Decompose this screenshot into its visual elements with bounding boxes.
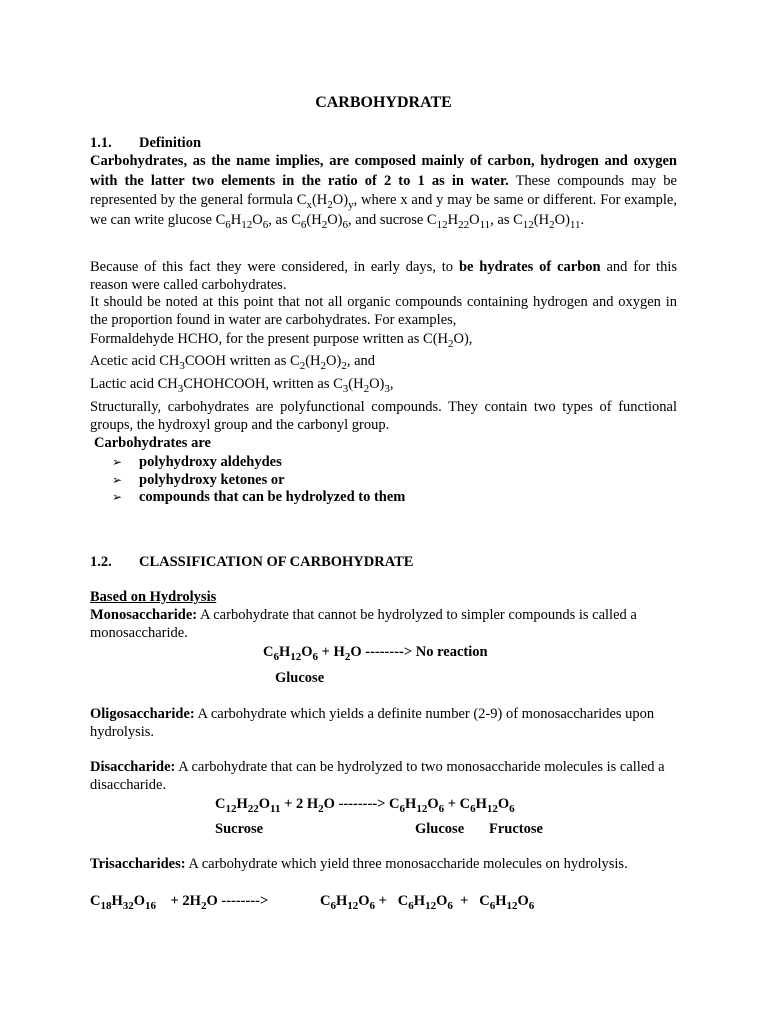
- monosaccharide-equation: $C_6H_{12}O_6 + H_2O$ --------> No reaction: [263, 644, 488, 663]
- document-title: CARBOHYDRATE: [315, 94, 452, 111]
- subheading-hydrolysis: Based on Hydrolysis: [90, 589, 217, 605]
- sucrose-label: Sucrose: [215, 821, 264, 837]
- list-item: ➢ polyhydroxy ketones or: [112, 471, 285, 488]
- acetic-acid-line: Acetic acid $CH_3COOH$ written as $C_2(H_2O)_2$, and: [90, 353, 375, 372]
- list-item: ➢ compounds that can be hydrolyzed to them: [112, 489, 406, 505]
- lactic-acid-line: Lactic acid $CH_3CHOHCOOH$, written as $C_3(H_2O)_3$,: [90, 376, 394, 395]
- structural-paragraph: Structurally, carbohydrates are polyfunctional compounds. They contain two types of functional groups, the hydroxyl group and the carbonyl group.: [90, 399, 677, 433]
- oligosaccharide-paragraph: Oligosaccharide: A carbohydrate which yields a definite number (2-9) of monosaccharides upon hydrolysis.: [90, 706, 655, 740]
- section-number: 1.2.: [90, 554, 112, 570]
- fructose-label: Fructose: [489, 821, 543, 837]
- trisaccharide-equation-reactants: $C_{18}H_{32}O_{16}$ + $2H_2O$ -------->: [90, 893, 269, 912]
- list-item: ➢ polyhydroxy aldehydes: [112, 454, 282, 470]
- glucose-label: Glucose: [415, 821, 465, 837]
- arrow-bullet-icon: ➢: [112, 490, 123, 504]
- monosaccharide-paragraph: Monosaccharide: A carbohydrate that cannot be hydrolyzed to simpler compounds is called a monosaccharide.: [90, 607, 637, 641]
- section-title: CLASSIFICATION OF CARBOHYDRATE: [139, 554, 414, 570]
- definition-paragraph: Carbohydrates, as the name implies, are composed mainly of carbon, hydrogen and oxygen with the latter two elements in the ratio of 2 to 1 as in water. These compounds may be represented by the general formula $C_x(H_2O)_y$, where x and y may be same or different. For example, we can write glucose $C_6H_{12}O_6$, as $C_6(H_2O)_6$, and sucrose $C_{12}H_{22}O_{11}$, as $C_{12}(H_2O)_{11}$.: [90, 153, 677, 231]
- carbohydrate-types-list: [112, 453, 405, 506]
- formaldehyde-line: Formaldehyde HCHO, for the present purpose written as $C(H_2O)$,: [90, 331, 473, 350]
- hydrates-paragraph: Because of this fact they were considered, in early days, to be hydrates of carbon and for this reason were called carbohydrates.: [90, 259, 677, 293]
- arrow-bullet-icon: ➢: [112, 455, 123, 469]
- disaccharide-equation: $C_{12}H_{22}O_{11} + 2$ $H_2O$ --------> $C_6H_{12}O_6 + C_6H_{12}O_6$: [215, 796, 515, 815]
- glucose-label: Glucose: [275, 670, 325, 686]
- section-heading-classification: [90, 553, 413, 571]
- disaccharide-paragraph: Disaccharide: A carbohydrate that can be hydrolyzed to two monosaccharide molecules is called a disaccharide.: [90, 759, 665, 793]
- arrow-bullet-icon: ➢: [112, 472, 123, 487]
- section-heading-definition: [90, 134, 201, 152]
- definition-bold: Carbohydrates, as the name implies, are composed mainly of carbon, hydrogen and oxygen with the latter two elements in the ratio of 2 to 1 as in water.: [90, 153, 677, 189]
- section-title: Definition: [139, 135, 202, 151]
- trisaccharide-equation-products: $C_6H_{12}O_6 + C_6H_{12}O_6 + C_6H_{12}O_6$: [320, 893, 535, 912]
- section-number: 1.1.: [90, 135, 112, 151]
- note-paragraph: It should be noted at this point that not all organic compounds containing hydrogen and oxygen in the proportion found in water are carbohydrates. For examples,: [90, 294, 677, 328]
- trisaccharide-paragraph: Trisaccharides: A carbohydrate which yield three monosaccharide molecules on hydrolysis.: [90, 856, 628, 872]
- carbohydrates-are-label: Carbohydrates are: [94, 435, 211, 451]
